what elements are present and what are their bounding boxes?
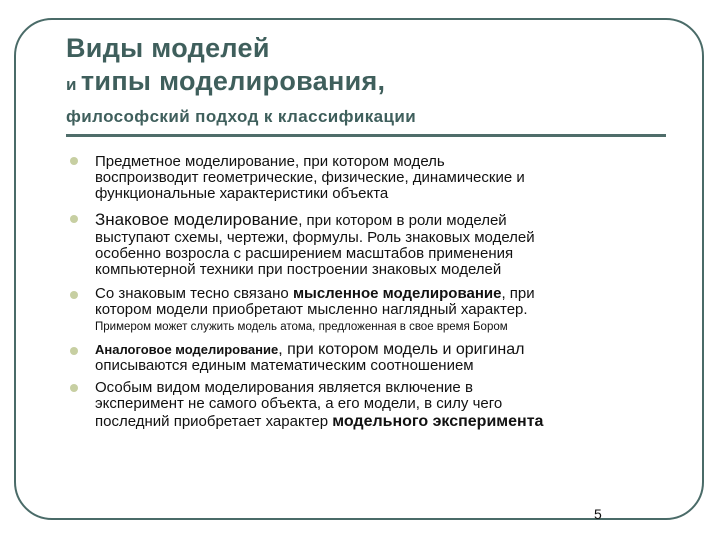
item-text: компьютерной техники при построении знаковых моделей: [95, 261, 502, 278]
title-main: типы моделирования,: [80, 66, 386, 96]
item-text: функциональные характеристики объекта: [95, 185, 389, 202]
item-text: , при: [501, 285, 535, 302]
list-item-sign-modeling: [95, 210, 685, 278]
item-text: котором модели приобретают мысленно наглядный характер.: [95, 301, 528, 318]
page-number: 5: [594, 506, 602, 522]
list-item-model-experiment: [95, 380, 685, 431]
slide-title-line2: [66, 66, 385, 97]
bullet-icon: [70, 347, 78, 355]
item-text: Особым видом моделирования является включение в: [95, 379, 473, 396]
item-text: особенно возросла с расширением масштабов применения: [95, 245, 514, 262]
bullet-icon: [70, 291, 78, 299]
item-term: модельного эксперимента: [332, 413, 544, 430]
item-term: Предметное моделирование: [95, 153, 295, 170]
item-text: , при котором модель и оригинал: [278, 341, 525, 358]
example-note: Примером может служить модель атома, предложенная в свое время Бором: [95, 321, 508, 333]
bullet-icon: [70, 384, 78, 392]
slide-title: Виды моделей: [66, 33, 270, 63]
slide-subtitle: философский подход к классификации: [66, 107, 417, 126]
item-term: Аналоговое моделирование: [95, 342, 279, 357]
item-text: , при котором в роли моделей: [298, 212, 507, 229]
bullet-icon: [70, 215, 78, 223]
item-text: воспроизводит геометрические, физические, динамические и: [95, 169, 525, 186]
item-term: мысленное моделирование: [292, 285, 502, 302]
item-text: описываются единым математическим соотношением: [95, 357, 474, 374]
item-text: последний приобретает характер: [95, 413, 333, 430]
list-item-analog-modeling: [95, 342, 685, 374]
title-prefix: и: [66, 75, 77, 94]
list-item-mental-modeling: [95, 286, 685, 318]
item-text: , при котором модель: [294, 153, 445, 170]
list-item-subject-modeling: [95, 154, 685, 202]
item-text: Со знаковым тесно связано: [95, 285, 293, 302]
item-text: выступают схемы, чертежи, формулы. Роль знаковых моделей: [95, 229, 535, 246]
item-term: Знаковое моделирование: [95, 210, 299, 229]
title-divider: [66, 134, 666, 137]
bullet-icon: [70, 157, 78, 165]
item-text: эксперимент не самого объекта, а его модели, в силу чего: [95, 395, 503, 412]
